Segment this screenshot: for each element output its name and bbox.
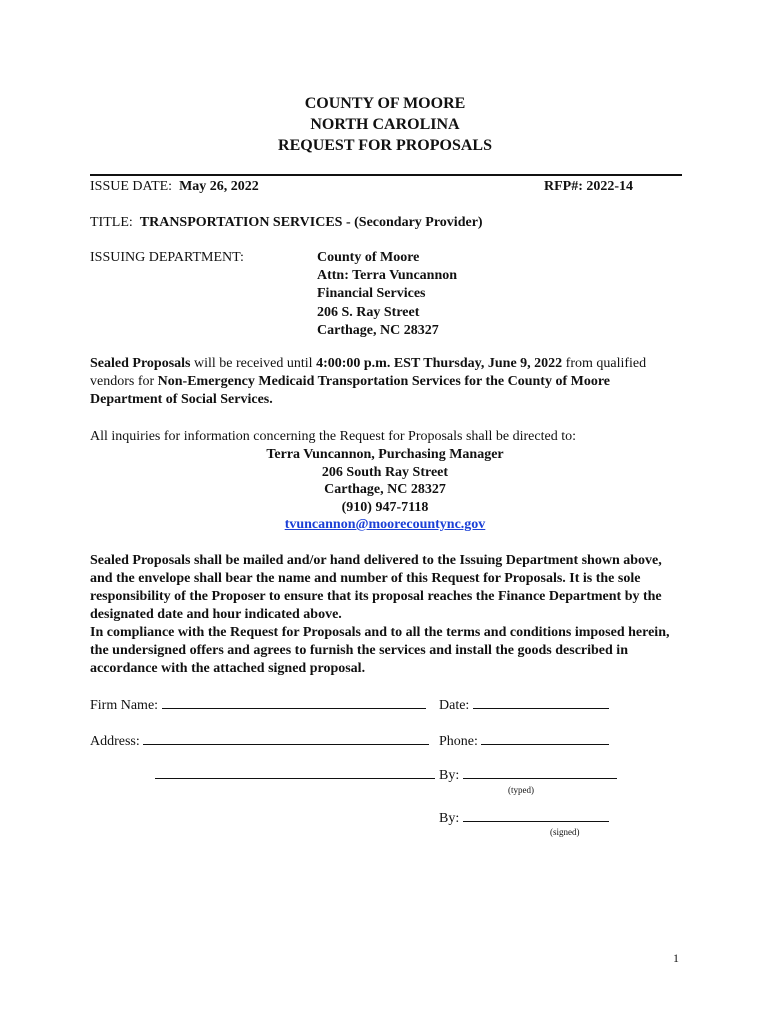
dept-line: Financial Services — [317, 286, 426, 302]
sealed-lead: Sealed Proposals — [90, 356, 191, 371]
rfp-number: RFP#: 2022-14 — [544, 179, 634, 194]
phone-blank[interactable] — [481, 732, 609, 745]
contact-line: Carthage, NC 28327 — [324, 482, 446, 497]
sealed-proposals-paragraph — [90, 355, 682, 409]
by-typed-field-row — [439, 766, 617, 785]
phone-field-row — [439, 732, 609, 751]
firm-name-label: Firm Name: — [90, 698, 159, 713]
dept-line: 206 S. Ray Street — [317, 304, 420, 320]
title-label: TITLE: — [90, 215, 133, 230]
contact-block — [0, 446, 770, 534]
issue-date-row — [90, 178, 259, 196]
address-blank[interactable] — [143, 732, 429, 745]
dept-line: Attn: Terra Vuncannon — [317, 268, 458, 284]
issuing-department-address — [317, 249, 457, 340]
header-state: NORTH CAROLINA — [310, 116, 460, 133]
by-signed-blank[interactable] — [463, 809, 609, 822]
dept-line: County of Moore — [317, 250, 420, 265]
by-typed-label: By: — [439, 768, 460, 783]
date-field-row — [439, 696, 609, 715]
inquiries-intro: All inquiries for information concerning the Request for Proposals shall be directed to: — [90, 429, 576, 444]
by-signed-field-row — [439, 809, 609, 828]
instructions-paragraph-1: Sealed Proposals shall be mailed and/or hand delivered to the Issuing Department shown above, and the envelope shall bear the name and number of this Request for Proposals. It is the sole responsibility of the Proposer to ensure that its proposal reaches the Finance Department by the designated date and hour indicated above. — [90, 553, 662, 622]
contact-line: (910) 947-7118 — [341, 499, 429, 515]
title-row — [90, 214, 483, 232]
firm-name-field-row — [90, 696, 426, 715]
header-county: COUNTY OF MOORE — [304, 95, 466, 112]
address-label: Address: — [90, 734, 140, 749]
by-typed-blank[interactable] — [463, 766, 617, 779]
header-divider — [90, 174, 682, 176]
address-line-2 — [155, 766, 435, 785]
date-blank[interactable] — [473, 696, 609, 709]
instructions-paragraph-2: In compliance with the Request for Proposals and to all the terms and conditions imposed herein, the undersigned offers and agrees to furnish the services and install the goods described in accordance with the attached signed proposal. — [90, 625, 670, 676]
title-value: TRANSPORTATION SERVICES - (Secondary Provider) — [139, 215, 483, 230]
issue-date-value: May 26, 2022 — [179, 179, 259, 194]
sealed-text1: will be received until — [190, 356, 317, 371]
document-header — [0, 93, 770, 156]
sealed-deadline: 4:00:00 p.m. EST Thursday, June 9, 2022 — [316, 356, 563, 371]
by-signed-label: By: — [439, 811, 460, 826]
sealed-text2: from qualified vendors for — [90, 356, 647, 389]
date-label: Date: — [439, 698, 470, 713]
issuing-department-label: ISSUING DEPARTMENT: — [90, 250, 244, 265]
dept-line: Carthage, NC 28327 — [317, 322, 439, 338]
contact-line: Terra Vuncannon, Purchasing Manager — [266, 447, 504, 462]
issue-date-label: ISSUE DATE: — [90, 179, 173, 194]
signed-note: (signed) — [550, 827, 580, 837]
address-blank-2[interactable] — [155, 766, 435, 779]
firm-name-blank[interactable] — [162, 696, 426, 709]
page-number: 1 — [673, 951, 679, 965]
header-doc-type: REQUEST FOR PROPOSALS — [278, 137, 492, 154]
sealed-service: Non-Emergency Medicaid Transportation Services for the County of Moore Department of Social Services. — [90, 374, 611, 407]
contact-line: 206 South Ray Street — [321, 464, 449, 480]
contact-email-link[interactable]: tvuncannon@moorecountync.gov — [284, 517, 486, 532]
typed-note: (typed) — [508, 785, 534, 795]
phone-label: Phone: — [439, 734, 478, 749]
address-field-row — [90, 732, 429, 751]
